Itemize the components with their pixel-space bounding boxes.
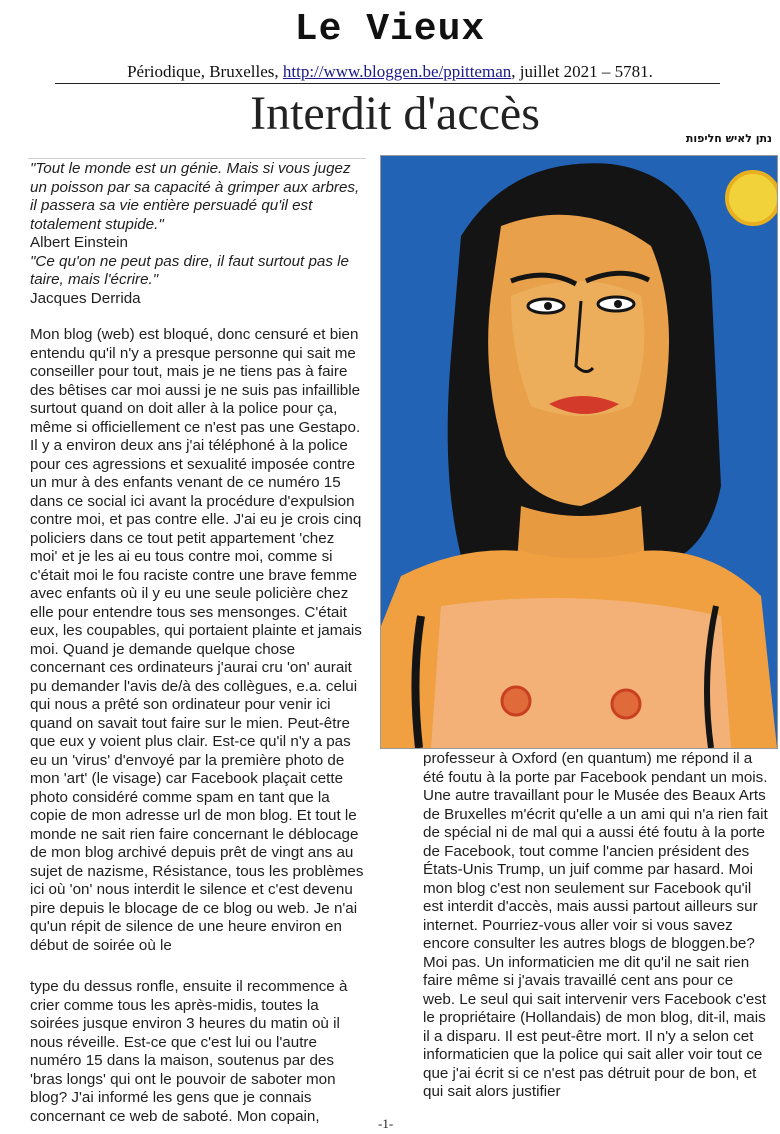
painting-pupil-left bbox=[544, 302, 552, 310]
left-column-bottom bbox=[30, 978, 365, 1126]
article-body-left-1: Mon blog (web) est bloqué, donc censuré et bien entendu qu'il n'y a presque personne qui sait me conseiller pour tout, mais je ne tiens pas à faire des bêtises car moi aussi je ne suis pas infaillible surtout quand on doit aller à la police pour ça, même si officiellement ce n'est pas une Gestapo. Il y a environ deux ans j'ai téléphoné à la police pour ces agressions et sexualité imposée contre un mur à des enfants venant de ce numéro 15 dans ce social ici avant la procédure d'expulsion contre moi, et pas contre elle. J'ai eu je crois cinq policiers dans ce tout petit appartement 'chez moi' et je les ai eu tous contre moi, comme si c'était moi le fou raciste contre une brave femme avec enfants où il y eu une seule policière chez elle pour entendre tous ses mensonges. C'était eux, les coupables, qui portaient plainte et jamais moi. Quand je demande quelque chose concernant ces ordinateurs j'aurai cru 'on' aurait pu demander l'avis de/à des collègues, e.a. celui qui nous a prêté son ordinateur pour venir ici quand on savait tout faire sur le mien. Peut-être que eux y voient plus clair. Est-ce qu'il n'y a pas eu un 'virus' d'envoyé par la première photo de mon 'art' (le visage) car Facebook plaçait cette photo considéré comme spam en tant que la copie de mon adresse url de mon blog. Et tout le monde ne sait rien faire concernant le déblocage de mon blog archivé depuis prêt de vingt ans au sujet de nazisme, Résistance, tous les problèmes ici où 'on' nous interdit le silence et c'est devenu pire depuis le blocage de ce blog ou web. Je n'ai qu'un répit de silence de une heure environ en début de soirée où le bbox=[30, 326, 364, 954]
subline-prefix: Périodique, Bruxelles, bbox=[127, 62, 283, 81]
painting-torso bbox=[431, 598, 731, 748]
header-rule bbox=[55, 83, 720, 84]
right-column bbox=[423, 750, 768, 1102]
scan-edge bbox=[28, 158, 366, 159]
article-headline: Interdit d'accès bbox=[250, 87, 540, 140]
left-column-top bbox=[30, 160, 365, 955]
painting-chest-right bbox=[612, 690, 640, 718]
article-body-left-2: type du dessus ronfle, ensuite il recommence à crier comme tous les après-midis, toutes la soirées jusque environ 3 heures du matin où il nous réveille. Est-ce que c'est lui ou l'autre numéro 15 dans la maison, soutenus par des 'bras longs' qui ont le pouvoir de saboter mon blog? J'ai informé les gens que je connais concernant ce web de saboté. Mon copain, bbox=[30, 978, 348, 1125]
page-number: -1- bbox=[378, 1116, 394, 1131]
quote-author-derrida: Jacques Derrida bbox=[30, 289, 141, 307]
quote-derrida: "Ce qu'on ne peut pas dire, il faut surtout pas le taire, mais l'écrire." bbox=[30, 252, 349, 288]
quote-einstein: "Tout le monde est un génie. Mais si vous jugez un poisson par sa capacité à grimper aux arbres, il passera sa vie entière persuadé qu'il est totalement stupide." bbox=[30, 160, 360, 233]
painting-chest-left bbox=[502, 687, 530, 715]
masthead-title: Le Vieux bbox=[294, 8, 486, 51]
portrait-painting bbox=[380, 155, 778, 749]
painting-sun bbox=[727, 172, 778, 224]
painting-pupil-right bbox=[614, 300, 622, 308]
masthead-subline bbox=[0, 62, 780, 82]
hebrew-note: נתן לאיש חליפות bbox=[685, 132, 772, 145]
quote-author-einstein: Albert Einstein bbox=[30, 234, 128, 251]
article-body-right: professeur à Oxford (en quantum) me répond il a été foutu à la porte par Facebook pendant un mois. Une autre travaillant pour le Musée des Beaux Arts de Bruxelles m'écrit qu'elle a un ami qui n'a rien fait de spécial ni de mal qui a aussi été foutu à la porte de Facebook, tout comme l'ancien président des États-Unis Trump, un juif comme par hasard. Moi mon blog c'est non seulement sur Facebook qu'il est interdit d'accès, mais aussi partout ailleurs sur internet. Pourriez-vous aller voir si vous savez encore consulter les autres blogs de bloggen.be? Moi pas. Un informaticien me dit qu'il ne sait rien faire même si j'avais travaillé cent ans pour ce web. Le seul qui sait intervenir vers Facebook c'est le propriétaire (Hollandais) de mon blog, dit-il, mais il a disparu. Il est peut-être mort. Il n'y a selon cet informaticien que la police qui sait aller voir tout ce que j'ai écrit si ce n'est pas détruit pour de bon, et qui sait alors justifier bbox=[423, 750, 768, 1100]
subline-suffix: , juillet 2021 – 5781. bbox=[511, 62, 653, 81]
blog-link[interactable]: http://www.bloggen.be/ppitteman bbox=[282, 62, 512, 81]
